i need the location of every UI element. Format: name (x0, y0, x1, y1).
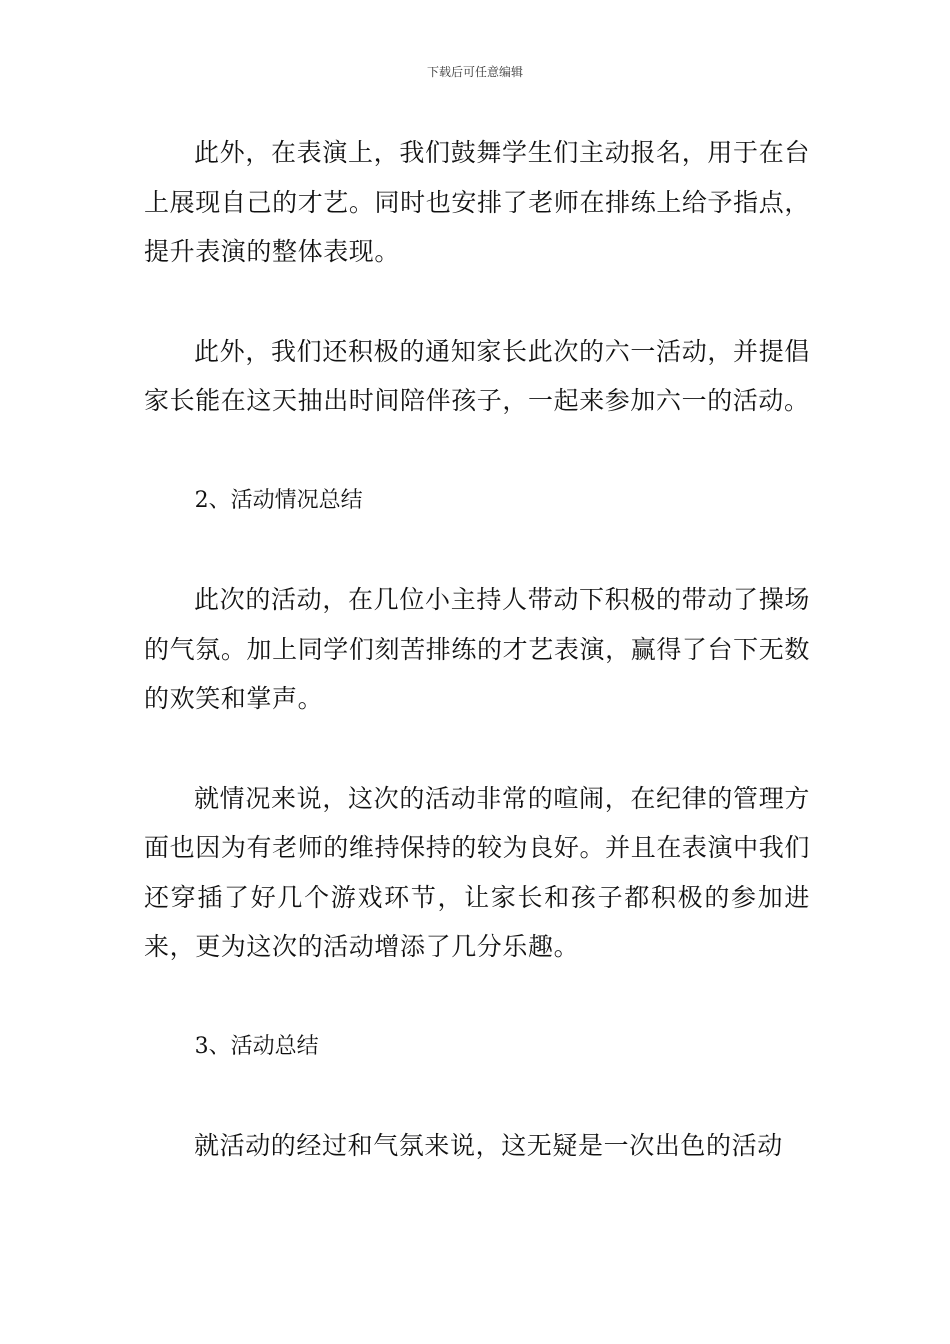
paragraph-gap (144, 277, 810, 327)
paragraph-parents: 此外，我们还积极的通知家长此次的六一活动，并提倡家长能在这天抽出时间陪伴孩子，一起来参加六一的活动。 (144, 336, 810, 415)
section-heading-activity-situation: 2、活动情况总结 (194, 487, 363, 513)
paragraph-discipline: 就情况来说，这次的活动非常的喧闹，在纪律的管理方面也因为有老师的维持保持的较为良好。并且在表演中我们还穿插了好几个游戏环节，让家长和孩子都积极的参加进来，更为这次的活动增添了几分乐趣。 (144, 783, 810, 961)
paragraph-conclusion: 就活动的经过和气氛来说，这无疑是一次出色的活动 (194, 1131, 783, 1160)
paragraph-gap (144, 724, 810, 774)
paragraph-gap (144, 426, 810, 476)
section-heading-activity-summary: 3、活动总结 (194, 1033, 319, 1059)
paragraph-gap (144, 525, 810, 575)
paragraph-atmosphere: 此次的活动，在几位小主持人带动下积极的带动了操场的气氛。加上同学们刻苦排练的才艺表演，赢得了台下无数的欢笑和掌声。 (144, 585, 810, 713)
paragraph-gap (144, 1071, 810, 1121)
document-body (144, 128, 810, 1171)
paragraph-gap (144, 972, 810, 1022)
paragraph-performance: 此外，在表演上，我们鼓舞学生们主动报名，用于在台上展现自己的才艺。同时也安排了老师在排练上给予指点，提升表演的整体表现。 (144, 138, 810, 266)
page-header: 下载后可任意编辑 (426, 65, 523, 79)
